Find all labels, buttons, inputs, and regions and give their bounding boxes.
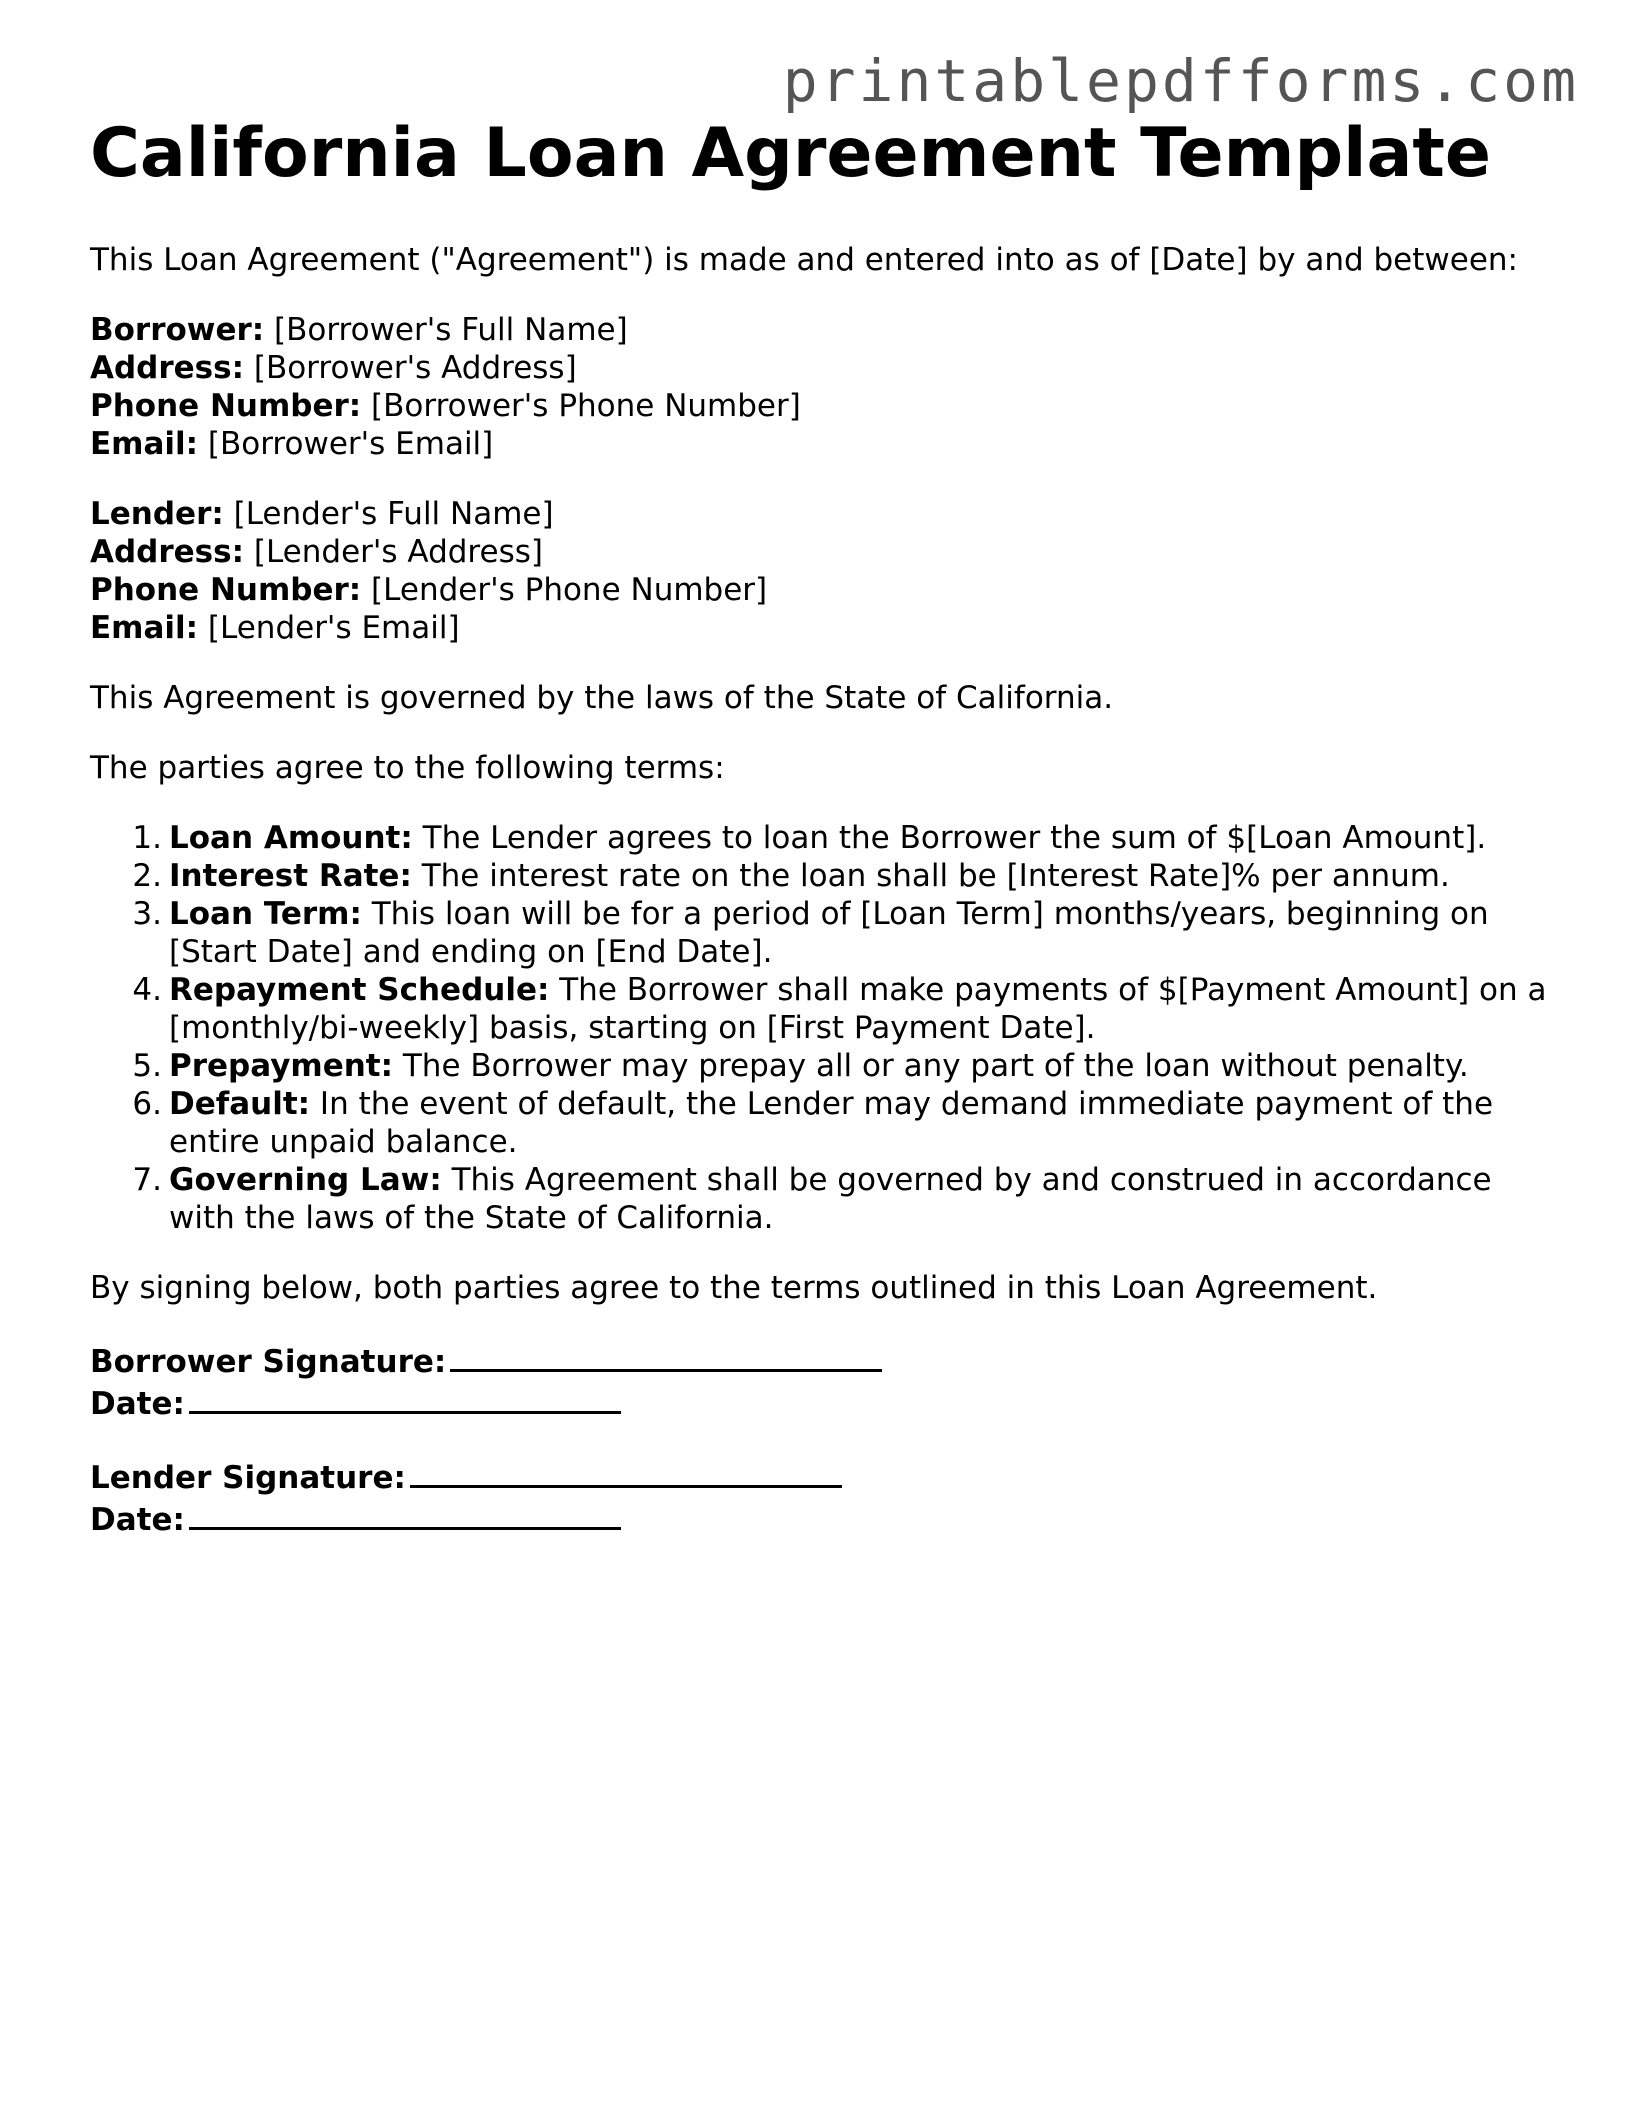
lender-email-label: Email: [90, 610, 199, 646]
term-item [90, 1085, 1550, 1161]
terms-list [90, 819, 1550, 1237]
borrower-signature-label: Borrower Signature: [90, 1344, 447, 1380]
lender-signature-block [90, 1455, 1550, 1539]
lender-date-field[interactable] [189, 1497, 621, 1530]
borrower-address-value: [Borrower's Address] [244, 350, 577, 386]
term-label: Loan Term: [169, 896, 362, 932]
term-item [90, 857, 1550, 895]
term-text: This loan will be for a period of [Loan Term] months/years, beginning on [Start Date] and ending on [End Date]. [169, 896, 1489, 970]
term-item [90, 1047, 1550, 1085]
governing-statement: This Agreement is governed by the laws of the State of California. [90, 680, 1114, 716]
lender-address-line [90, 533, 1550, 571]
closing-statement: By signing below, both parties agree to the terms outlined in this Loan Agreement. [90, 1270, 1378, 1306]
term-number: 6. [132, 1086, 162, 1122]
term-item [90, 819, 1550, 857]
lender-email-line [90, 609, 1550, 647]
term-text: The interest rate on the loan shall be [Interest Rate]% per annum. [411, 858, 1450, 894]
term-label: Default: [169, 1086, 311, 1122]
term-number: 1. [132, 820, 162, 856]
term-text: The Borrower may prepay all or any part of the loan without penalty. [393, 1048, 1469, 1084]
borrower-address-label: Address: [90, 350, 244, 386]
borrower-signature-block [90, 1339, 1550, 1423]
lender-phone-label: Phone Number: [90, 572, 362, 608]
borrower-phone-label: Phone Number: [90, 388, 362, 424]
terms-intro: The parties agree to the following terms: [90, 750, 725, 786]
lender-signature-line [90, 1455, 1550, 1497]
term-label: Prepayment: [169, 1048, 394, 1084]
document-body [90, 112, 1550, 1539]
lender-phone-line [90, 571, 1550, 609]
term-number: 4. [132, 972, 162, 1008]
borrower-name-label: Borrower: [90, 312, 265, 348]
term-text: The Lender agrees to loan the Borrower the sum of $[Loan Amount]. [412, 820, 1487, 856]
term-label: Loan Amount: [169, 820, 413, 856]
borrower-email-value: [Borrower's Email] [198, 426, 494, 462]
lender-phone-value: [Lender's Phone Number] [361, 572, 768, 608]
borrower-date-line [90, 1381, 1550, 1423]
borrower-signature-field[interactable] [450, 1339, 882, 1372]
term-label: Repayment Schedule: [169, 972, 550, 1008]
intro-paragraph: This Loan Agreement ("Agreement") is made and entered into as of [Date] by and between: [90, 242, 1518, 278]
term-label: Interest Rate: [169, 858, 412, 894]
borrower-address-line [90, 349, 1550, 387]
document-title: California Loan Agreement Template [90, 114, 1492, 193]
term-number: 5. [132, 1048, 162, 1084]
lender-email-value: [Lender's Email] [198, 610, 460, 646]
lender-signature-label: Lender Signature: [90, 1460, 406, 1496]
borrower-email-label: Email: [90, 426, 199, 462]
term-text: In the event of default, the Lender may demand immediate payment of the entire unpaid balance. [169, 1086, 1494, 1160]
term-item [90, 895, 1550, 971]
lender-details [90, 495, 1550, 647]
term-item [90, 1161, 1550, 1237]
term-text: This Agreement shall be governed by and construed in accordance with the laws of the State of California. [169, 1162, 1492, 1236]
borrower-phone-line [90, 387, 1550, 425]
lender-address-label: Address: [90, 534, 244, 570]
term-number: 2. [132, 858, 162, 894]
lender-name-value: [Lender's Full Name] [223, 496, 554, 532]
lender-date-line [90, 1497, 1550, 1539]
borrower-date-label: Date: [90, 1386, 185, 1422]
borrower-date-field[interactable] [189, 1381, 621, 1414]
borrower-signature-line [90, 1339, 1550, 1381]
term-label: Governing Law: [169, 1162, 442, 1198]
lender-name-label: Lender: [90, 496, 224, 532]
lender-signature-field[interactable] [410, 1455, 842, 1488]
lender-address-value: [Lender's Address] [244, 534, 543, 570]
borrower-name-line [90, 311, 1550, 349]
term-text: The Borrower shall make payments of $[Payment Amount] on a [monthly/bi-weekly] basis, starting on [First Payment Date]. [169, 972, 1547, 1046]
lender-name-line [90, 495, 1550, 533]
borrower-details [90, 311, 1550, 463]
term-number: 3. [132, 896, 162, 932]
borrower-name-value: [Borrower's Full Name] [264, 312, 628, 348]
watermark: printablepdfforms.com [782, 47, 1579, 115]
borrower-email-line [90, 425, 1550, 463]
term-item [90, 971, 1550, 1047]
borrower-phone-value: [Borrower's Phone Number] [361, 388, 801, 424]
term-number: 7. [132, 1162, 162, 1198]
lender-date-label: Date: [90, 1502, 185, 1538]
